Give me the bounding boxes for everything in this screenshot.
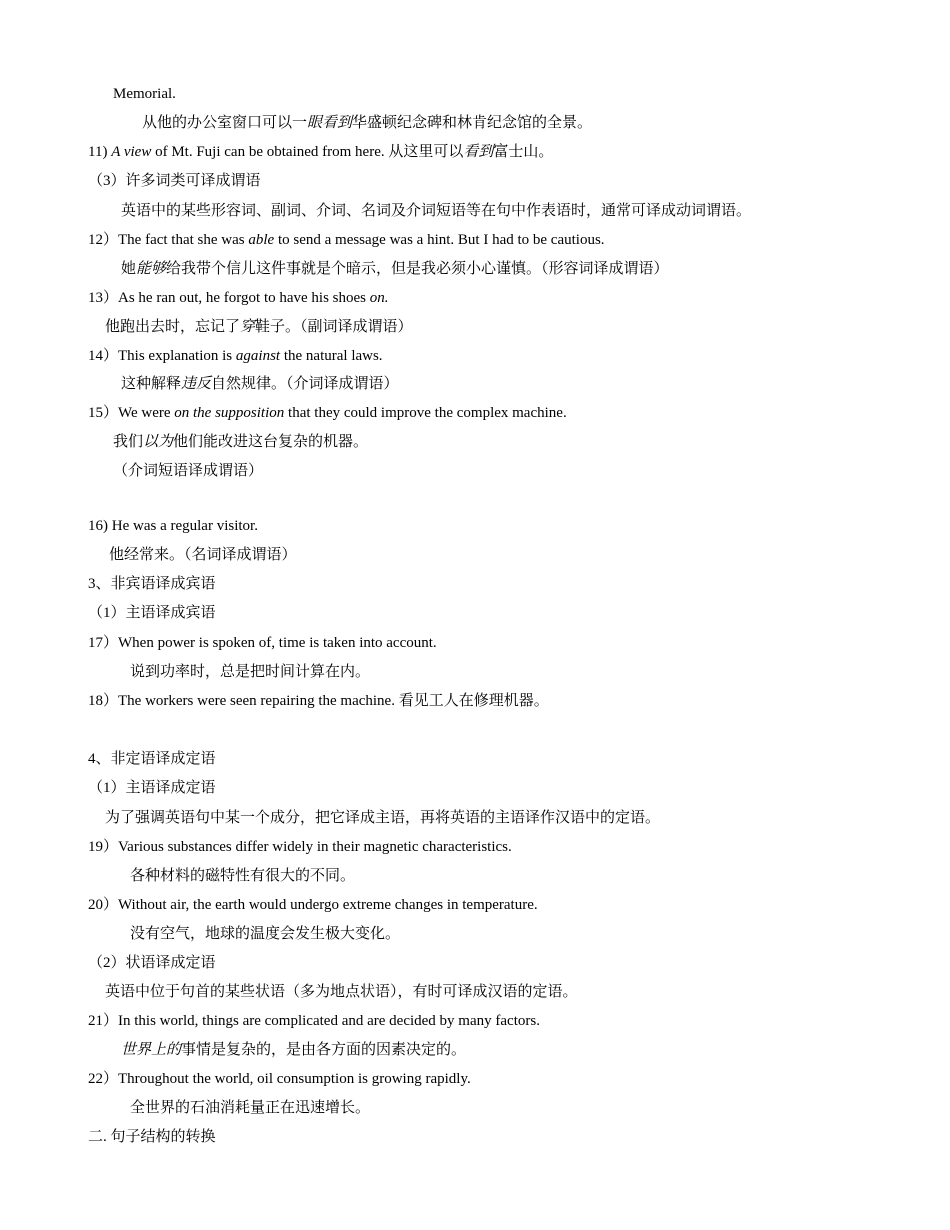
text-run: 富士山。	[493, 144, 554, 160]
text-run: 12）The fact that she was	[88, 232, 249, 248]
text-run: of Mt. Fuji can be obtained from here. 从这里可以	[151, 144, 464, 160]
text-line	[113, 461, 263, 481]
text-line	[88, 516, 258, 536]
text-run: 我们	[113, 434, 144, 450]
text-run: 17）When power is spoken of, time is taken into account.	[88, 635, 437, 651]
text-line	[105, 982, 578, 1002]
text-line	[105, 808, 660, 828]
text-run: 自然规律。（介词译成谓语）	[211, 376, 399, 392]
text-line	[142, 113, 592, 133]
text-run: （介词短语译成谓语）	[113, 463, 264, 479]
text-run: 11)	[88, 144, 112, 160]
text-line	[88, 691, 549, 711]
text-run: （2）状语译成定语	[88, 955, 216, 971]
text-run: 4、非定语译成定语	[88, 751, 216, 767]
text-line	[121, 374, 399, 394]
text-run: 二. 句子结构的转换	[88, 1129, 216, 1145]
text-run: 3、非宾语译成宾语	[88, 576, 216, 592]
text-line	[88, 1011, 540, 1031]
text-run: 说到功率时，总是把时间计算在内。	[130, 664, 371, 680]
text-line	[130, 1098, 370, 1118]
text-line	[88, 895, 538, 915]
text-run: the natural laws.	[280, 348, 383, 364]
italic-text: 违反	[181, 376, 212, 392]
text-line	[121, 1040, 466, 1060]
text-run: 13）As he ran out, he forgot to have his shoes	[88, 290, 370, 306]
text-run: 16) He was a regular visitor.	[88, 518, 258, 534]
text-line	[88, 288, 389, 308]
text-run: 给我带个信儿这件事就是个暗示，但是我必须小心谨慎。（形容词译成谓语）	[166, 261, 669, 277]
text-run: 他经常来。（名词译成谓语）	[109, 547, 297, 563]
text-line	[88, 778, 216, 798]
text-line	[88, 574, 216, 594]
text-run: 英语中的某些形容词、副词、介词、名词及介词短语等在句中作表语时，通常可译成动词谓语。	[121, 203, 752, 219]
italic-text: 看到	[463, 144, 494, 160]
text-line	[88, 603, 216, 623]
text-run: 22）Throughout the world, oil consumption is growing rapidly.	[88, 1071, 471, 1087]
text-line	[109, 545, 297, 565]
text-run: that they could improve the complex machine.	[284, 405, 567, 421]
text-line	[121, 259, 669, 279]
text-line	[88, 837, 512, 857]
text-line	[121, 201, 751, 221]
text-line	[88, 346, 383, 366]
text-run: 从他的办公室窗口可以一	[142, 115, 308, 131]
text-line	[88, 1069, 471, 1089]
text-line	[88, 749, 216, 769]
text-run: 21）In this world, things are complicated and are decided by many factors.	[88, 1013, 540, 1029]
text-line	[105, 317, 413, 337]
text-run: 鞋子。（副词译成谓语）	[255, 319, 413, 335]
text-line	[130, 866, 355, 886]
italic-text: able	[248, 232, 275, 248]
text-run: 英语中位于句首的某些状语（多为地点状语），有时可译成汉语的定语。	[105, 984, 578, 1000]
italic-text: 眼看到	[307, 115, 353, 131]
text-line	[88, 1127, 216, 1147]
text-line	[88, 633, 437, 653]
text-run: 15）We were	[88, 405, 175, 421]
text-run: Memorial.	[113, 86, 176, 102]
text-run: 19）Various substances differ widely in their magnetic characteristics.	[88, 839, 512, 855]
text-run: 没有空气，地球的温度会发生极大变化。	[130, 926, 401, 942]
text-run: 她	[121, 261, 137, 277]
text-run: （3）许多词类可译成谓语	[88, 173, 261, 189]
text-run: 14）This explanation is	[88, 348, 236, 364]
italic-text: 世界上的	[121, 1042, 182, 1058]
text-run: 他跑出去时，忘记了	[105, 319, 241, 335]
text-run: 18）The workers were seen repairing the machine. 看见工人在修理机器。	[88, 693, 549, 709]
text-run: 全世界的石油消耗量正在迅速增长。	[130, 1100, 371, 1116]
text-line	[88, 953, 216, 973]
text-run: 华盛顿纪念碑和林肯纪念馆的全景。	[352, 115, 593, 131]
text-line	[130, 924, 400, 944]
italic-text: A view	[111, 144, 152, 160]
italic-text: 穿	[240, 319, 256, 335]
text-run: 20）Without air, the earth would undergo extreme changes in temperature.	[88, 897, 538, 913]
text-run: 事情是复杂的，是由各方面的因素决定的。	[181, 1042, 467, 1058]
text-line	[113, 84, 176, 104]
text-line	[88, 171, 261, 191]
text-run: （1）主语译成宾语	[88, 605, 216, 621]
text-run: （1）主语译成定语	[88, 780, 216, 796]
text-run: 他们能改进这台复杂的机器。	[173, 434, 369, 450]
text-run: to send a message was a hint. But I had to be cautious.	[274, 232, 605, 248]
text-line	[88, 230, 605, 250]
text-line	[88, 403, 567, 423]
italic-text: on the supposition	[174, 405, 285, 421]
text-line	[113, 432, 368, 452]
text-run: 各种材料的磁特性有很大的不同。	[130, 868, 356, 884]
italic-text: 能够	[136, 261, 167, 277]
text-run: 为了强调英语句中某一个成分，把它译成主语，再将英语的主语译作汉语中的定语。	[105, 810, 661, 826]
italic-text: on.	[369, 290, 389, 306]
italic-text: 以为	[143, 434, 174, 450]
text-line	[88, 142, 553, 162]
italic-text: against	[235, 348, 281, 364]
text-line	[130, 662, 370, 682]
text-run: 这种解释	[121, 376, 182, 392]
